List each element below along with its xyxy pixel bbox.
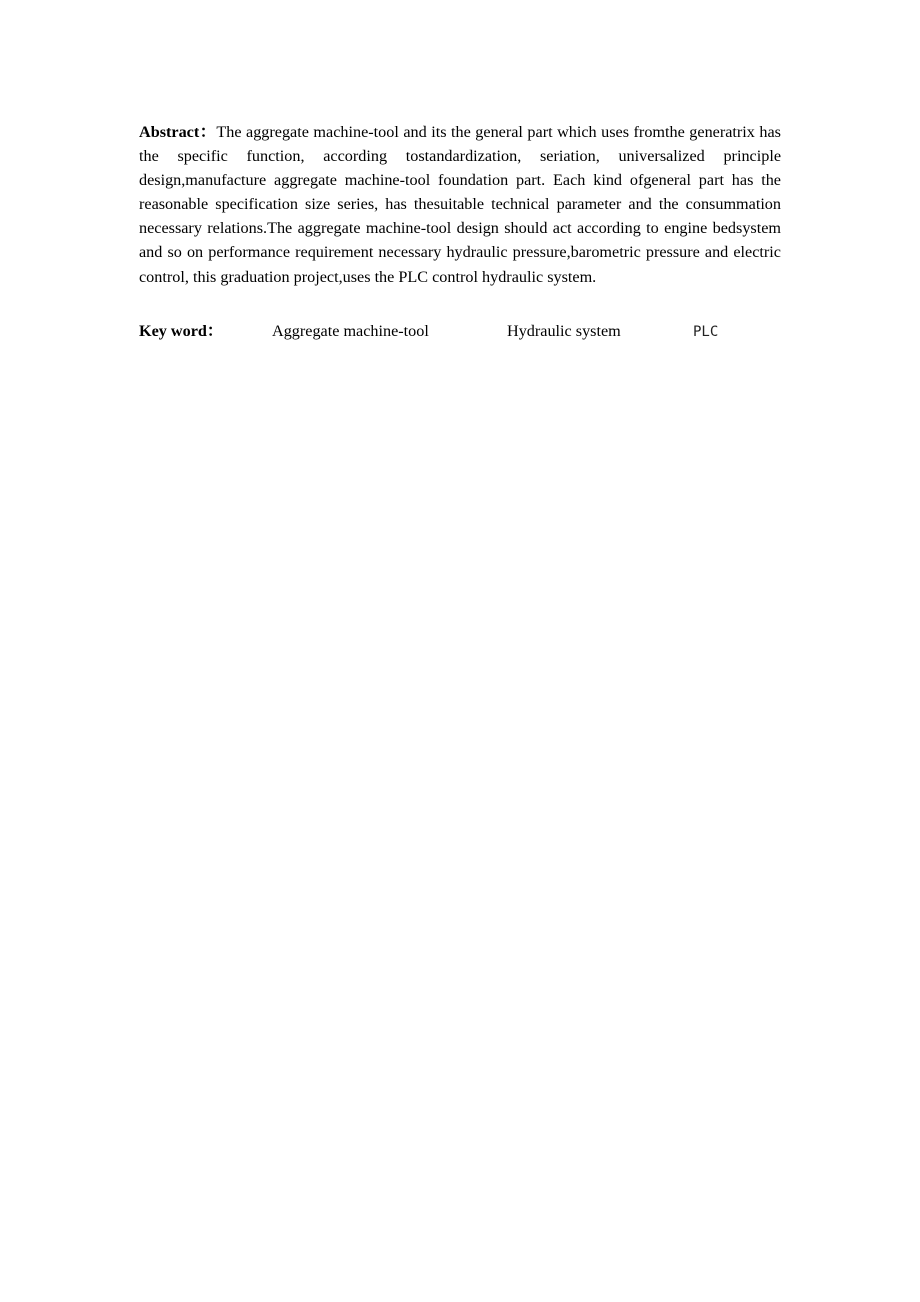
abstract-text: The aggregate machine-tool and its the general part which uses fromthe generatrix has the specific function, according tostandardization, seriation, universalized principle design,manufacture aggregate machine-tool foundation part. Each kind ofgeneral part has the reasonable specification size series, has thesuitable technical parameter and the consummation necessary relations.The aggregate machine-tool design should act according to engine bedsystem and so on performance requirement necessary hydraulic pressure,barometric pressure and electric control, this graduation project,uses the PLC control hydraulic system. [139,123,781,286]
keyword-item: PLC [693,324,719,340]
abstract-label: Abstract： [139,123,217,141]
keyword-item: Hydraulic system [507,322,621,340]
keywords-label: Key word： [139,322,224,340]
abstract-paragraph [139,120,781,289]
keywords-line [139,319,781,344]
keyword-item: Aggregate machine-tool [272,322,429,340]
